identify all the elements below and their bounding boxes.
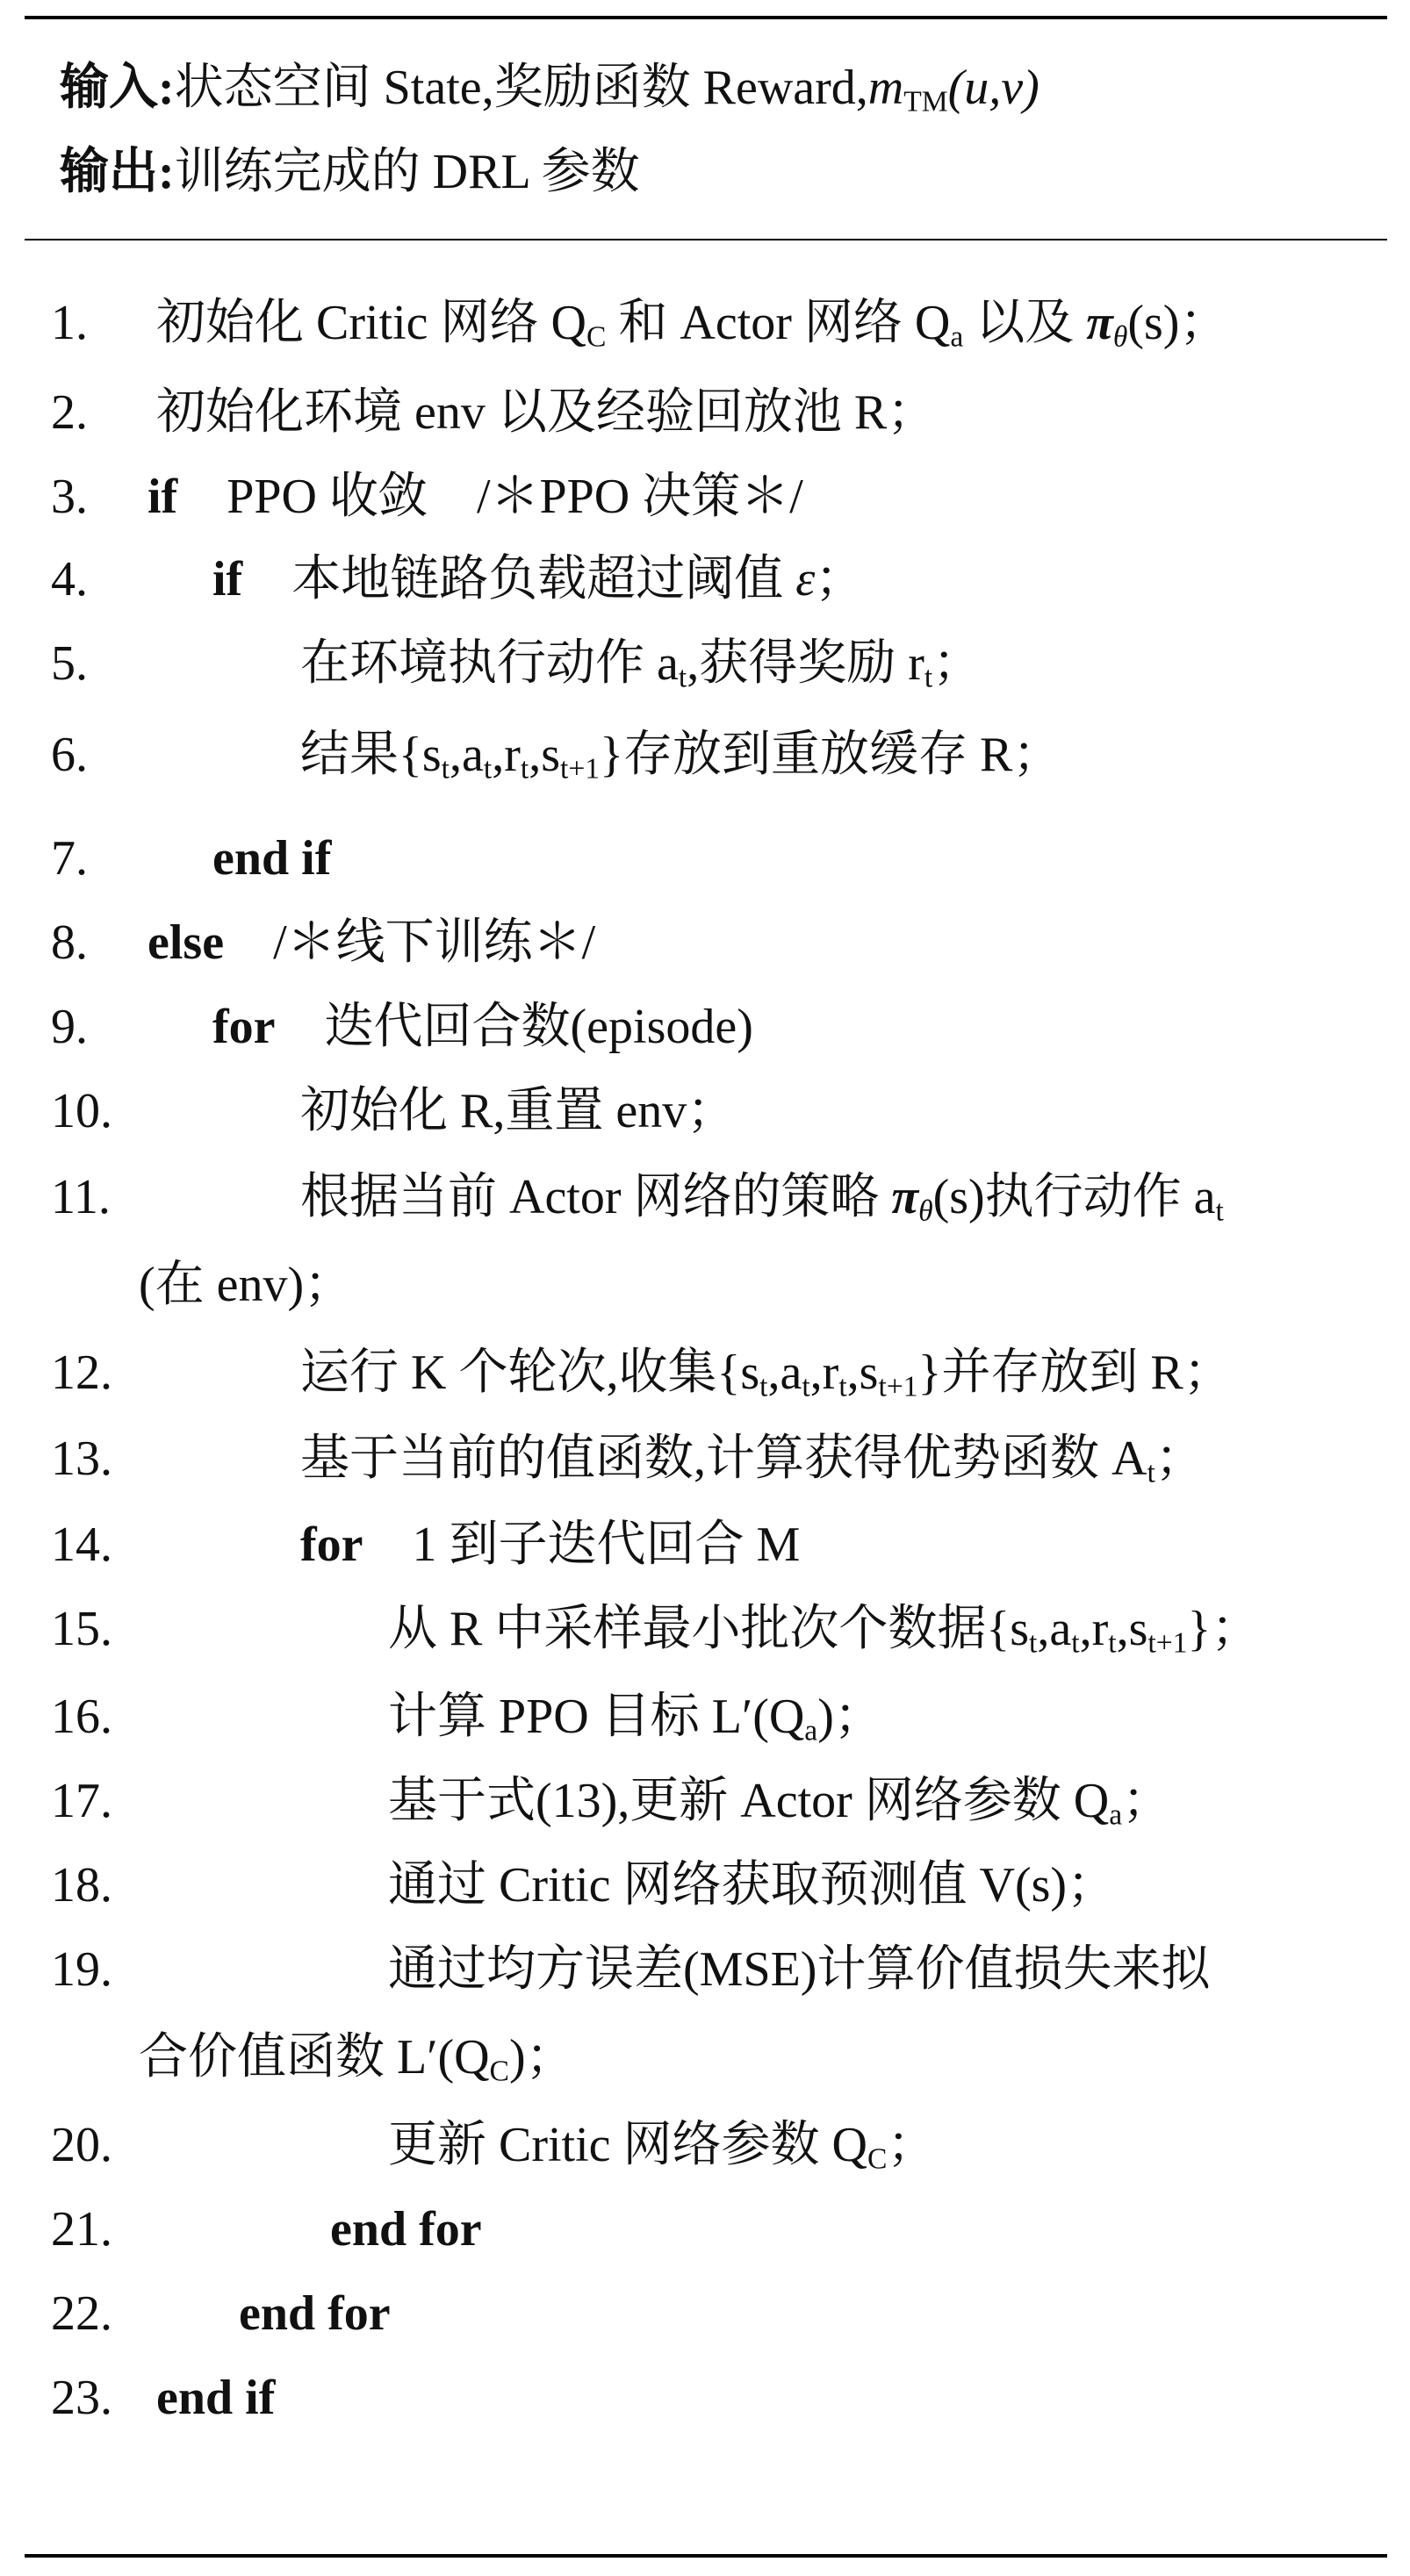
step-text: end if (212, 831, 332, 886)
step-text: end if (156, 2371, 276, 2425)
step-text: end for (239, 2286, 391, 2341)
step-number: 11. (51, 1170, 111, 1224)
output-line (60, 147, 640, 197)
input-line (60, 63, 1040, 117)
step-number: 20. (51, 2118, 112, 2172)
step-text: 初始化环境 env 以及经验回放池 R； (156, 385, 937, 440)
step-number: 13. (51, 1432, 112, 1486)
step-text: 在环境执行动作 $a_t$,获得奖励 $r_t$； (300, 636, 982, 694)
step-text: 基于式(13),更新 Actor 网络参数 $Q_a$； (388, 1774, 1172, 1832)
header-divider (25, 239, 1387, 240)
step-number: 17. (51, 1774, 112, 1828)
step-text: if PPO 收敛 /＊PPO 决策＊/ (147, 470, 803, 524)
step-number: 3. (51, 470, 88, 524)
step-number: 14. (51, 1518, 112, 1572)
step-number: 9. (51, 1000, 88, 1054)
step-text: 初始化 R,重置 env； (300, 1084, 737, 1138)
step-number: 19. (51, 1942, 112, 1997)
step-number: 18. (51, 1858, 112, 1912)
step-text: 从 R 中采样最小批次个数据$\{s_t,a_t,r_t,s_{t+1}\}$； (388, 1602, 1261, 1660)
step-number: 7. (51, 831, 88, 886)
input-func-args: (u,v) (947, 61, 1040, 115)
input-func: m (867, 61, 904, 115)
step-text: 通过均方误差(MSE)计算价值损失来拟 (388, 1942, 1211, 1997)
step-number: 12. (51, 1345, 112, 1400)
step-text: for 迭代回合数(episode) (212, 1000, 753, 1054)
step-number: 15. (51, 1602, 112, 1656)
step-text: end for (330, 2202, 482, 2257)
step-text: if 本地链路负载超过阈值 ε； (212, 552, 865, 606)
step-text: 通过 Critic 网络获取预测值 V(s)； (388, 1858, 1117, 1912)
step-text: 更新 Critic 网络参数 $Q_C$； (388, 2118, 937, 2176)
step-number: 16. (51, 1690, 112, 1744)
step-text: 运行 K 个轮次,收集$\{s_t,a_t,r_t,s_{t+1}\}$并存放到 R； (300, 1345, 1233, 1403)
step-text: 根据当前 Actor 网络的策略 $\pi_\theta(s)$执行动作 $a_t$ (300, 1170, 1224, 1228)
bottom-rule (25, 2554, 1387, 2558)
input-label: 输入: (60, 61, 175, 115)
step-text: for 1 到子迭代回合 M (300, 1518, 801, 1572)
step-text: 基于当前的值函数,计算获得优势函数 $A_t$； (300, 1432, 1205, 1489)
step-text: 结果$\{s_t,a_t,r_t,s_{t+1}\}$存放到重放缓存 R； (300, 728, 1062, 786)
step-number: 23. (51, 2371, 112, 2425)
step-number: 1. (51, 296, 88, 350)
step-number: 6. (51, 728, 88, 782)
step-number: 4. (51, 552, 88, 606)
step-number: 10. (51, 1084, 112, 1138)
input-text: 状态空间 State,奖励函数 Reward, (174, 61, 868, 115)
step-continuation: (在 env)； (139, 1258, 354, 1312)
algorithm-box (25, 16, 1387, 2558)
output-text: 训练完成的 DRL 参数 (174, 145, 640, 199)
step-number: 21. (51, 2202, 112, 2257)
step-text: else /＊线下训练＊/ (147, 915, 596, 970)
output-label: 输出: (60, 145, 175, 199)
step-text: 初始化 Critic 网络 $Q_C$ 和 Actor 网络 $Q_a$ 以及 $\pi_\theta(s)$； (156, 296, 1229, 354)
step-number: 22. (51, 2286, 112, 2341)
input-func-sub: TM (903, 85, 948, 118)
top-rule (25, 16, 1387, 19)
step-number: 2. (51, 385, 88, 440)
step-number: 8. (51, 915, 88, 970)
step-number: 5. (51, 636, 88, 691)
step-text: 计算 PPO 目标 $L'(Q_a)$； (388, 1690, 883, 1747)
step-continuation: 合价值函数 $L'(Q_C)$； (139, 2030, 575, 2088)
